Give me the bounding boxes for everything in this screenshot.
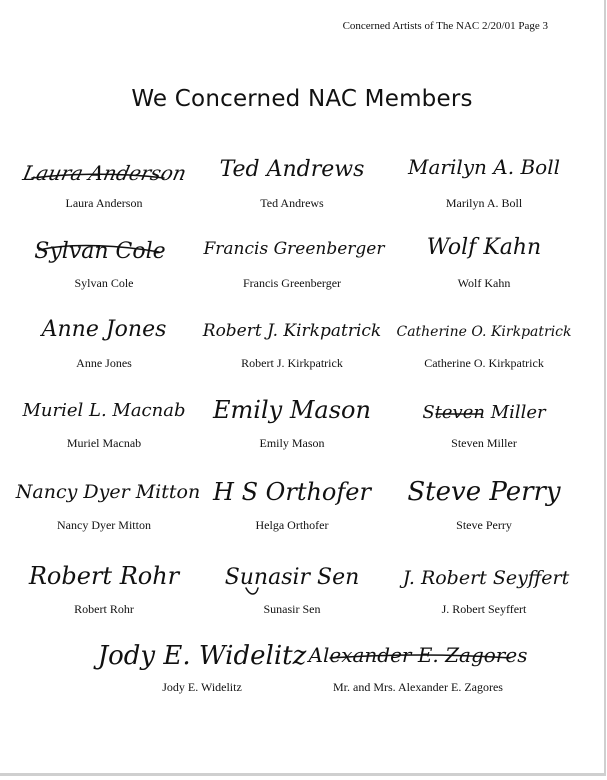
- svg-text:Alexander E. Zagores: Alexander E. Zagores: [308, 643, 528, 667]
- signature-sylvan-cole: [4, 228, 204, 276]
- signature-j-robert-seyffert: [384, 554, 584, 602]
- member-name: J. Robert Seyffert: [441, 602, 527, 616]
- member-catherine-kirkpatrick: [384, 308, 584, 378]
- svg-text:Robert J. Kirkpatrick: Robert J. Kirkpatrick: [202, 321, 382, 341]
- signature-muriel-macnab: [4, 388, 204, 436]
- signature-steven-miller: [384, 388, 584, 436]
- svg-text:J. Robert Seyffert: J. Robert Seyffert: [402, 567, 570, 589]
- member-name: Emily Mason: [259, 436, 325, 450]
- member-wolf-kahn: [384, 228, 584, 298]
- member-ted-andrews: [192, 148, 392, 218]
- signature-helga-orthofer: [192, 470, 392, 518]
- member-steven-miller: [384, 388, 584, 458]
- member-name: Marilyn A. Boll: [445, 196, 523, 210]
- signature-catherine-kirkpatrick: [384, 308, 584, 356]
- member-robert-rohr: [4, 554, 204, 624]
- member-name: Steve Perry: [456, 518, 512, 532]
- member-j-robert-seyffert: [384, 554, 584, 624]
- svg-text:Francis Greenberger: Francis Greenberger: [203, 239, 385, 259]
- svg-text:Sylvan Cole: Sylvan Cole: [34, 239, 166, 264]
- member-name: Ted Andrews: [260, 196, 324, 210]
- member-name: Steven Miller: [451, 436, 517, 450]
- svg-text:Emily Mason: Emily Mason: [213, 396, 371, 424]
- member-name: Nancy Dyer Mitton: [57, 518, 151, 532]
- signature-wolf-kahn: [384, 228, 584, 276]
- member-muriel-macnab: [4, 388, 204, 458]
- member-nancy-dyer-mitton: [4, 470, 204, 540]
- member-name: Robert Rohr: [74, 602, 134, 616]
- signature-francis-greenberger: [192, 228, 392, 276]
- member-marilyn-boll: [384, 148, 584, 218]
- signature-sunasir-sen: [192, 554, 392, 602]
- member-sunasir-sen: [192, 554, 392, 624]
- signature-anne-jones: [4, 308, 204, 356]
- member-helga-orthofer: [192, 470, 392, 540]
- member-robert-kirkpatrick: [192, 308, 392, 378]
- page-title: We Concerned NAC Members: [131, 86, 473, 112]
- signature-steve-perry: [384, 470, 584, 518]
- member-anne-jones: [4, 308, 204, 378]
- member-name: Helga Orthofer: [255, 518, 329, 532]
- signature-jody-widelitz: [92, 632, 312, 680]
- member-jody-widelitz: [92, 632, 312, 702]
- signature-alexander-zagores: [300, 632, 536, 680]
- svg-text:Anne Jones: Anne Jones: [41, 317, 167, 342]
- signature-marilyn-boll: [384, 148, 584, 196]
- svg-text:Laura Anderson: Laura Anderson: [20, 161, 189, 185]
- member-name: Catherine O. Kirkpatrick: [424, 356, 544, 370]
- member-name: Muriel Macnab: [66, 436, 142, 450]
- svg-text:Sunasir Sen: Sunasir Sen: [224, 565, 360, 590]
- member-name: Anne Jones: [76, 356, 132, 370]
- signature-nancy-dyer-mitton: [4, 470, 204, 518]
- signature-ted-andrews: [192, 148, 392, 196]
- member-name: Robert J. Kirkpatrick: [241, 356, 343, 370]
- member-name: Francis Greenberger: [242, 276, 342, 290]
- signature-robert-rohr: [4, 554, 204, 602]
- page-header: Concerned Artists of The NAC 2/20/01 Page 3: [342, 20, 548, 32]
- svg-text:Wolf Kahn: Wolf Kahn: [426, 235, 542, 260]
- svg-text:Robert Rohr: Robert Rohr: [28, 562, 180, 590]
- member-name: Sunasir Sen: [263, 602, 321, 616]
- svg-text:H S Orthofer: H S Orthofer: [213, 478, 371, 506]
- svg-text:Steven Miller: Steven Miller: [422, 402, 546, 423]
- member-laura-anderson: [4, 148, 204, 218]
- svg-text:Catherine O. Kirkpatrick: Catherine O. Kirkpatrick: [396, 324, 572, 340]
- signature-emily-mason: [192, 388, 392, 436]
- svg-text:Jody E. Widelitz: Jody E. Widelitz: [97, 641, 307, 671]
- member-francis-greenberger: [192, 228, 392, 298]
- svg-text:Marilyn A. Boll: Marilyn A. Boll: [408, 155, 560, 179]
- signature-laura-anderson: [4, 148, 204, 196]
- member-emily-mason: [192, 388, 392, 458]
- member-name: Jody E. Widelitz: [162, 680, 242, 694]
- member-name: Laura Anderson: [65, 196, 143, 210]
- svg-text:Muriel L. Macnab: Muriel L. Macnab: [22, 400, 186, 421]
- member-name: Wolf Kahn: [457, 276, 511, 290]
- svg-text:Steve Perry: Steve Perry: [407, 477, 561, 507]
- member-alexander-zagores: [300, 632, 536, 702]
- member-name: Sylvan Cole: [74, 276, 134, 290]
- member-sylvan-cole: [4, 228, 204, 298]
- svg-text:Nancy Dyer Mitton: Nancy Dyer Mitton: [15, 481, 201, 503]
- svg-text:Ted Andrews: Ted Andrews: [219, 157, 365, 182]
- signature-robert-kirkpatrick: [192, 308, 392, 356]
- member-name: Mr. and Mrs. Alexander E. Zagores: [333, 680, 503, 694]
- member-steve-perry: [384, 470, 584, 540]
